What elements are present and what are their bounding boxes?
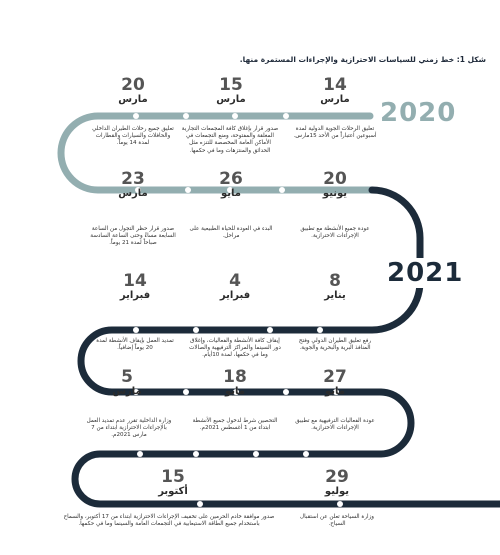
event-day: 4 bbox=[229, 271, 241, 291]
figure-caption: خط زمني للسياسات الاحترازية والإجراءات المستمرة منها. bbox=[239, 55, 455, 64]
event-date bbox=[196, 170, 266, 200]
event-description: البدء في العودة للحياة الطبيعية على مراحل. bbox=[189, 226, 273, 240]
event-description: صدور موافقة خادم الحرمين على تخفيف الإجراءات الاحترازية ابتداء من 17 أكتوبر، والسماح باستخدام جميع الطاقة الاستيعابية في التجمعات العامة والسينما وما في حكمها. bbox=[63, 514, 275, 528]
timeline-dot bbox=[267, 327, 273, 333]
timeline-dot bbox=[337, 501, 343, 507]
event-day: 5 bbox=[121, 367, 133, 387]
event-date bbox=[98, 170, 168, 200]
event-month: مايو bbox=[325, 386, 345, 397]
event-day: 29 bbox=[325, 467, 349, 487]
timeline-dot bbox=[133, 113, 139, 119]
event-month: أكتوبر bbox=[158, 486, 188, 497]
event-description: تمديد العمل بإيقاف الأنشطة لمدة 20 يوماً إضافياً. bbox=[96, 338, 174, 352]
event-date bbox=[92, 368, 162, 398]
event-month: مايو bbox=[225, 386, 245, 397]
year-2021-label: 2021 bbox=[383, 258, 467, 288]
event-day: 15 bbox=[219, 75, 243, 95]
event-description: وزارة الداخلية تقرر عدم تمديد العمل بالإجراءات الاحترازية ابتداء من 7 مارس 2021م. bbox=[86, 418, 172, 439]
event-day: 14 bbox=[123, 271, 147, 291]
event-day: 14 bbox=[323, 75, 347, 95]
event-date bbox=[300, 76, 370, 106]
timeline-dot bbox=[185, 187, 191, 193]
event-month: فبراير bbox=[219, 290, 251, 301]
timeline-dot bbox=[193, 451, 199, 457]
event-date bbox=[300, 272, 370, 302]
timeline-dot bbox=[183, 113, 189, 119]
event-month: مايو bbox=[221, 188, 241, 199]
event-day: 15 bbox=[161, 467, 185, 487]
timeline-dot bbox=[303, 451, 309, 457]
event-day: 27 bbox=[323, 367, 347, 387]
event-date bbox=[200, 272, 270, 302]
event-day: 8 bbox=[329, 271, 341, 291]
event-description: عودة جميع الأنشطة مع تطبيق الإجراءات الاحترازية. bbox=[300, 226, 370, 240]
event-description: صدور قرار بإغلاق كافة المجمعات التجارية المغلقة والمفتوحة، ومنع التجمعات في الأماكن العامة المخصصة للتنزه مثل الحدائق والمنتزهات وما في حكمها. bbox=[181, 126, 279, 154]
event-date bbox=[196, 76, 266, 106]
timeline-dot bbox=[133, 327, 139, 333]
event-description: رفع تعليق الطيران الدولي وفتح المنافذ البرية والبحرية والجوية. bbox=[298, 338, 372, 352]
event-month: فبراير bbox=[119, 290, 151, 301]
event-day: 18 bbox=[223, 367, 247, 387]
event-month: يناير bbox=[324, 290, 346, 301]
timeline-dot bbox=[183, 389, 189, 395]
timeline-dot bbox=[197, 501, 203, 507]
event-date bbox=[138, 468, 208, 498]
event-month: يونيو bbox=[322, 188, 348, 199]
event-date bbox=[100, 272, 170, 302]
timeline-dot bbox=[137, 451, 143, 457]
event-month: مارس bbox=[118, 188, 148, 199]
timeline-dot bbox=[283, 113, 289, 119]
timeline-dot bbox=[193, 327, 199, 333]
event-description: تعليق الرحلات الجوية الدولية لمدة أسبوعين اعتباراً من الأحد 15مارس. bbox=[293, 126, 377, 140]
event-description: وزارة السياحة تعلن عن استقبال السياح. bbox=[300, 514, 374, 528]
event-month: مارس bbox=[118, 94, 148, 105]
event-month: مارس bbox=[320, 94, 350, 105]
event-description: إيقاف كافة الأنشطة والفعاليات، وإغلاق دور السينما والمراكز الترفيهية والصالات وما في حكمها، لمدة 10أيام. bbox=[189, 338, 281, 359]
event-date bbox=[300, 170, 370, 200]
timeline-dot bbox=[279, 187, 285, 193]
figure-label: شكل 1: bbox=[456, 55, 486, 64]
event-month: مارس bbox=[112, 386, 142, 397]
event-description: صدور قرار حظر التجول من الساعة السابعة مساءً وحتى الساعة السادسة صباحاً لمدة 21 يوماً. bbox=[90, 226, 176, 247]
event-day: 20 bbox=[323, 169, 347, 189]
timeline-dot bbox=[232, 113, 238, 119]
event-month: يوليو bbox=[324, 486, 350, 497]
event-day: 26 bbox=[219, 169, 243, 189]
event-day: 20 bbox=[121, 75, 145, 95]
event-description: التحصين شرط لدخول جميع الأنشطة ابتداء من 1 أغسطس 2021م. bbox=[192, 418, 278, 432]
event-date bbox=[300, 368, 370, 398]
year-2020-label: 2020 bbox=[376, 98, 460, 128]
event-date bbox=[200, 368, 270, 398]
timeline-dot bbox=[253, 451, 259, 457]
timeline-dot bbox=[283, 389, 289, 395]
event-date bbox=[302, 468, 372, 498]
event-day: 23 bbox=[121, 169, 145, 189]
timeline-dot bbox=[317, 327, 323, 333]
event-date bbox=[98, 76, 168, 106]
event-description: عودة الفعاليات الترفيهية مع تطبيق الإجراءات الاحترازية. bbox=[295, 418, 375, 432]
event-description: تعليق جميع رحلات الطيران الداخلي والحافلات والسيارات والقطارات لمدة 14 يوماً. bbox=[92, 126, 174, 147]
event-month: مارس bbox=[216, 94, 246, 105]
